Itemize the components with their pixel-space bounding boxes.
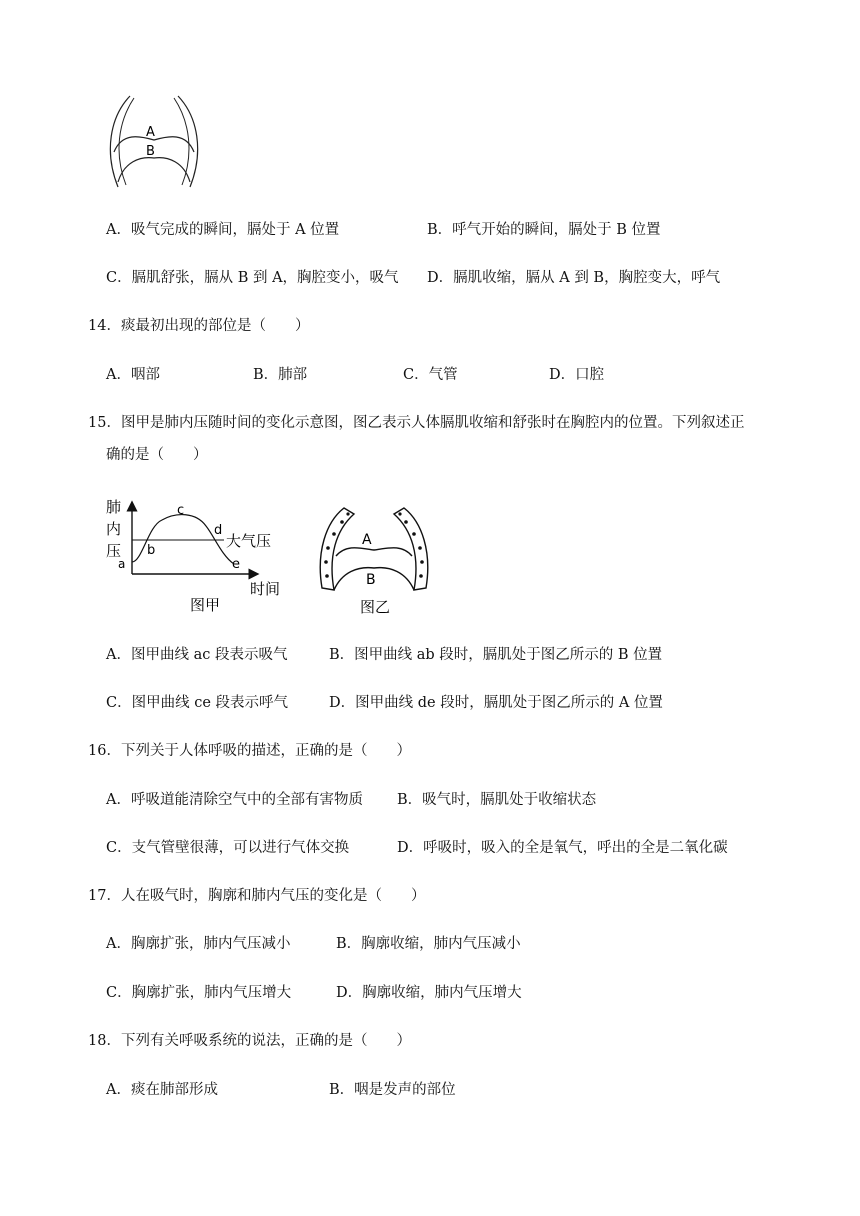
chart-ylabel-3: 压 [106,542,122,560]
q15-diagram-caption: 图乙 [360,598,391,616]
q15-label-a: A [362,532,372,548]
q13-option-a: A．吸气完成的瞬间，膈处于 A 位置 [106,222,340,238]
q16-stem: 16．下列关于人体呼吸的描述，正确的是（ ） [88,743,411,759]
q15-diaphragm-diagram [312,500,436,618]
q18-option-b: B．咽是发声的部位 [329,1082,456,1098]
q14-option-a: A．咽部 [106,367,160,383]
chart-caption: 图甲 [190,596,221,614]
q15-option-b: B．图甲曲线 ab 段时，膈肌处于图乙所示的 B 位置 [329,647,663,663]
q14-option-d: D．口腔 [549,367,605,383]
q15-label-b: B [366,572,376,588]
chart-point-a: a [118,557,126,571]
chart-xlabel: 时间 [250,580,281,598]
q14-option-c: C．气管 [403,367,458,383]
q16-option-a: A．呼吸道能清除空气中的全部有害物质 [106,792,363,808]
chart-ylabel-2: 内 [106,520,122,538]
q17-option-c: C．胸廓扩张，肺内气压增大 [106,985,292,1001]
q14-option-b: B．肺部 [253,367,308,383]
q15-option-c: C．图甲曲线 ce 段表示呼气 [106,695,289,711]
q15-pressure-chart [104,496,290,618]
q15-option-d: D．图甲曲线 de 段时，膈肌处于图乙所示的 A 位置 [329,695,663,711]
q17-option-a: A．胸廓扩张，肺内气压减小 [106,936,291,952]
q13-label-a: A [146,125,155,140]
q16-option-b: B．吸气时，膈肌处于收缩状态 [397,792,597,808]
q13-option-c: C．膈肌舒张，膈从 B 到 A，胸腔变小，吸气 [106,270,399,286]
q18-option-a: A．痰在肺部形成 [106,1082,218,1098]
q13-label-b: B [146,144,155,159]
q15-stem-line1: 15．图甲是肺内压随时间的变化示意图，图乙表示人体膈肌收缩和舒张时在胸腔内的位置。下列叙述正 [88,415,745,431]
chart-point-b: b [147,543,156,558]
q17-option-d: D．胸廓收缩，肺内气压增大 [336,985,522,1001]
chart-point-d: d [214,523,223,538]
q15-option-a: A．图甲曲线 ac 段表示吸气 [106,647,288,663]
q13-option-d: D．膈肌收缩，膈从 A 到 B，胸腔变大，呼气 [427,270,721,286]
chart-point-c: c [177,503,185,518]
q15-stem-line2: 确的是（ ） [106,447,208,463]
q18-stem: 18．下列有关呼吸系统的说法，正确的是（ ） [88,1033,411,1049]
q14-stem: 14．痰最初出现的部位是（ ） [88,318,310,334]
q13-diaphragm-diagram [100,92,210,192]
q17-stem: 17．人在吸气时，胸廓和肺内气压的变化是（ ） [88,888,426,904]
chart-point-e: e [232,557,240,572]
q16-option-d: D．呼吸时，吸入的全是氧气，呼出的全是二氧化碳 [397,840,728,856]
chart-ref-label: 大气压 [226,532,272,550]
chart-ylabel-1: 肺 [106,498,122,516]
q17-option-b: B．胸廓收缩，肺内气压减小 [336,936,521,952]
q13-option-b: B．呼气开始的瞬间，膈处于 B 位置 [427,222,661,238]
q16-option-c: C．支气管壁很薄，可以进行气体交换 [106,840,350,856]
